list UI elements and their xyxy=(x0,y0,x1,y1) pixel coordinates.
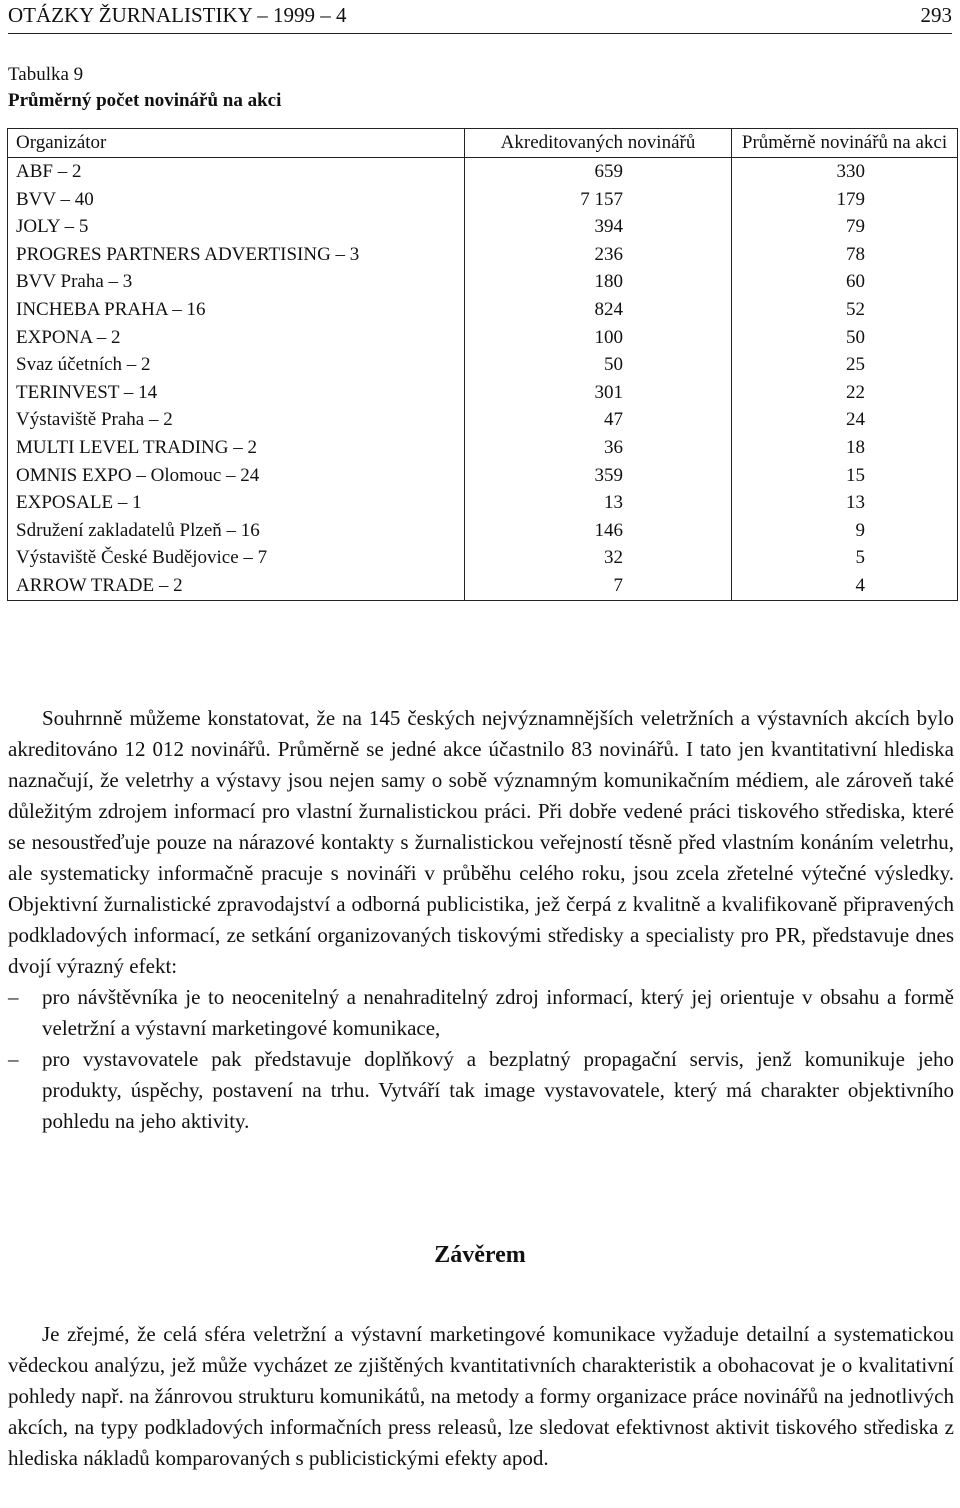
cell-accredited: 301 xyxy=(465,379,732,407)
table-row xyxy=(8,296,958,324)
cell-average: 9 xyxy=(732,517,958,545)
table-label: Tabulka 9 xyxy=(8,64,84,85)
table-row xyxy=(8,544,958,572)
main-text xyxy=(8,703,954,1137)
cell-average: 13 xyxy=(732,489,958,517)
cell-organizer: TERINVEST – 14 xyxy=(16,381,158,403)
column-header-accredited: Akreditovaných novinářů xyxy=(465,129,732,158)
cell-average: 52 xyxy=(732,296,958,324)
column-header-average: Průměrně novinářů na akci xyxy=(732,129,958,158)
cell-organizer: OMNIS EXPO – Olomouc – 24 xyxy=(16,464,260,486)
cell-organizer: INCHEBA PRAHA – 16 xyxy=(16,298,206,320)
table-row xyxy=(8,434,958,462)
paragraph-summary: Souhrnně můžeme konstatovat, že na 145 českých nejvýznamnějších veletržních a výstavních akcích bylo akreditováno 12 012 novinářů. Průměrně se jedné akce účastnilo 83 novinářů. I tato jen kvantitativní hlediska naznačují, že veletrhy a výstavy jsou nejen samy o sobě významným komunikačním médiem, ale zároveň také důležitým zdrojem informací pro vlastní žurnalistickou práci. Při dobře vedené práci tiskového střediska, které se nesoustřeďuje pouze na nárazové kontakty s žurnalistickou veřejností těsně před vlastním konáním veletrhu, ale systematicky informačně pracuje s novináři v průběhu celého roku, jsou zcela zřetelné výtečné výsledky. Objektivní žurnalistické zpravodajství a odborná publicistika, jež čerpá z kvalitně a kvalifikovaně připravených podkladových informací, ze setkání organizovaných tiskovými středisky a specialisty pro PR, představuje dnes dvojí výrazný efekt: xyxy=(8,706,954,978)
table-row xyxy=(8,379,958,407)
cell-organizer: ABF – 2 xyxy=(16,161,82,182)
cell-average: 5 xyxy=(732,544,958,572)
table-row xyxy=(8,572,958,600)
table-title: Průměrný počet novinářů na akci xyxy=(8,90,282,111)
cell-accredited: 13 xyxy=(465,489,732,517)
cell-organizer: EXPOSALE – 1 xyxy=(16,492,142,514)
table-row xyxy=(8,489,958,517)
cell-average: 79 xyxy=(732,213,958,241)
table-row xyxy=(8,241,958,269)
cell-organizer: EXPONA – 2 xyxy=(16,326,121,348)
cell-organizer: ARROW TRADE – 2 xyxy=(16,574,183,596)
cell-accredited: 36 xyxy=(465,434,732,462)
cell-organizer: MULTI LEVEL TRADING – 2 xyxy=(16,436,257,458)
cell-accredited: 659 xyxy=(465,158,732,186)
table-row xyxy=(8,213,958,241)
list-item xyxy=(8,982,954,1044)
cell-accredited: 236 xyxy=(465,241,732,269)
table-row xyxy=(8,351,958,379)
cell-organizer: JOLY – 5 xyxy=(16,216,89,238)
cell-organizer: Sdružení zakladatelů Plzeň – 16 xyxy=(16,519,260,541)
cell-average: 15 xyxy=(732,462,958,490)
cell-organizer: Svaz účetních – 2 xyxy=(16,354,151,376)
cell-average: 24 xyxy=(732,406,958,434)
paragraph-conclusion: Je zřejmé, že celá sféra veletržní a výstavní marketingové komunikace vyžaduje detailní a systematickou vědeckou analýzu, jež může vycházet ze zjištěných kvantitativních charakteristik a obohacovat je o kvalitativní pohledy např. na žánrovou strukturu komunikátů, na metody a formy organizace práce novinářů na jednotlivých akcích, na typy podkladových informačních press releasů, lze sledovat efektivnost aktivit tiskového střediska z hlediska nákladů komparovaných s publicistickými efekty apod. xyxy=(8,1322,954,1470)
cell-accredited: 824 xyxy=(465,296,732,324)
table-row xyxy=(8,517,958,545)
cell-organizer: Výstaviště České Budějovice – 7 xyxy=(16,547,268,569)
table-header-row xyxy=(8,129,958,158)
cell-accredited: 146 xyxy=(465,517,732,545)
table-body xyxy=(8,158,958,601)
running-header xyxy=(8,3,952,34)
list-item xyxy=(8,1044,954,1137)
conclusion-text xyxy=(8,1319,954,1474)
table-row xyxy=(8,406,958,434)
cell-average: 78 xyxy=(732,241,958,269)
table-row xyxy=(8,186,958,214)
list-dash: – xyxy=(8,985,19,1009)
list-item-text: pro vystavovatele pak představuje doplňkový a bezplatný propagační servis, jenž komunikuje jeho produkty, úspěchy, postavení na trhu. Vytváří tak image vystavovatele, který má charakter objektivního pohledu na jeho aktivity. xyxy=(42,1047,954,1133)
cell-average: 22 xyxy=(732,379,958,407)
cell-accredited: 47 xyxy=(465,406,732,434)
column-header-organizer: Organizátor xyxy=(16,132,107,153)
cell-organizer: PROGRES PARTNERS ADVERTISING – 3 xyxy=(16,243,360,265)
cell-accredited: 359 xyxy=(465,462,732,490)
cell-organizer: BVV – 40 xyxy=(16,188,94,210)
cell-average: 60 xyxy=(732,268,958,296)
cell-organizer: BVV Praha – 3 xyxy=(16,271,133,293)
table-row xyxy=(8,462,958,490)
cell-accredited: 180 xyxy=(465,268,732,296)
page-number: 293 xyxy=(920,3,952,27)
table-row xyxy=(8,158,958,186)
list-item-text: pro návštěvníka je to neocenitelný a nenahraditelný zdroj informací, který jej orientuje v obsahu a formě veletržní a výstavní marketingové komunikace, xyxy=(42,985,954,1040)
cell-average: 330 xyxy=(732,158,958,186)
cell-accredited: 50 xyxy=(465,351,732,379)
cell-accredited: 32 xyxy=(465,544,732,572)
cell-average: 25 xyxy=(732,351,958,379)
cell-accredited: 394 xyxy=(465,213,732,241)
section-heading: Závěrem xyxy=(434,1242,526,1268)
cell-average: 50 xyxy=(732,324,958,352)
cell-accredited: 7 xyxy=(465,572,732,600)
cell-organizer: Výstaviště Praha – 2 xyxy=(16,409,173,431)
data-table xyxy=(7,128,958,601)
cell-average: 179 xyxy=(732,186,958,214)
list-dash: – xyxy=(8,1047,19,1071)
table-row xyxy=(8,324,958,352)
cell-average: 4 xyxy=(732,572,958,600)
cell-accredited: 7 157 xyxy=(465,186,732,214)
running-title: OTÁZKY ŽURNALISTIKY – 1999 – 4 xyxy=(8,3,347,27)
table-row xyxy=(8,268,958,296)
table-caption xyxy=(8,62,281,114)
cell-accredited: 100 xyxy=(465,324,732,352)
effects-list xyxy=(8,982,954,1137)
cell-average: 18 xyxy=(732,434,958,462)
